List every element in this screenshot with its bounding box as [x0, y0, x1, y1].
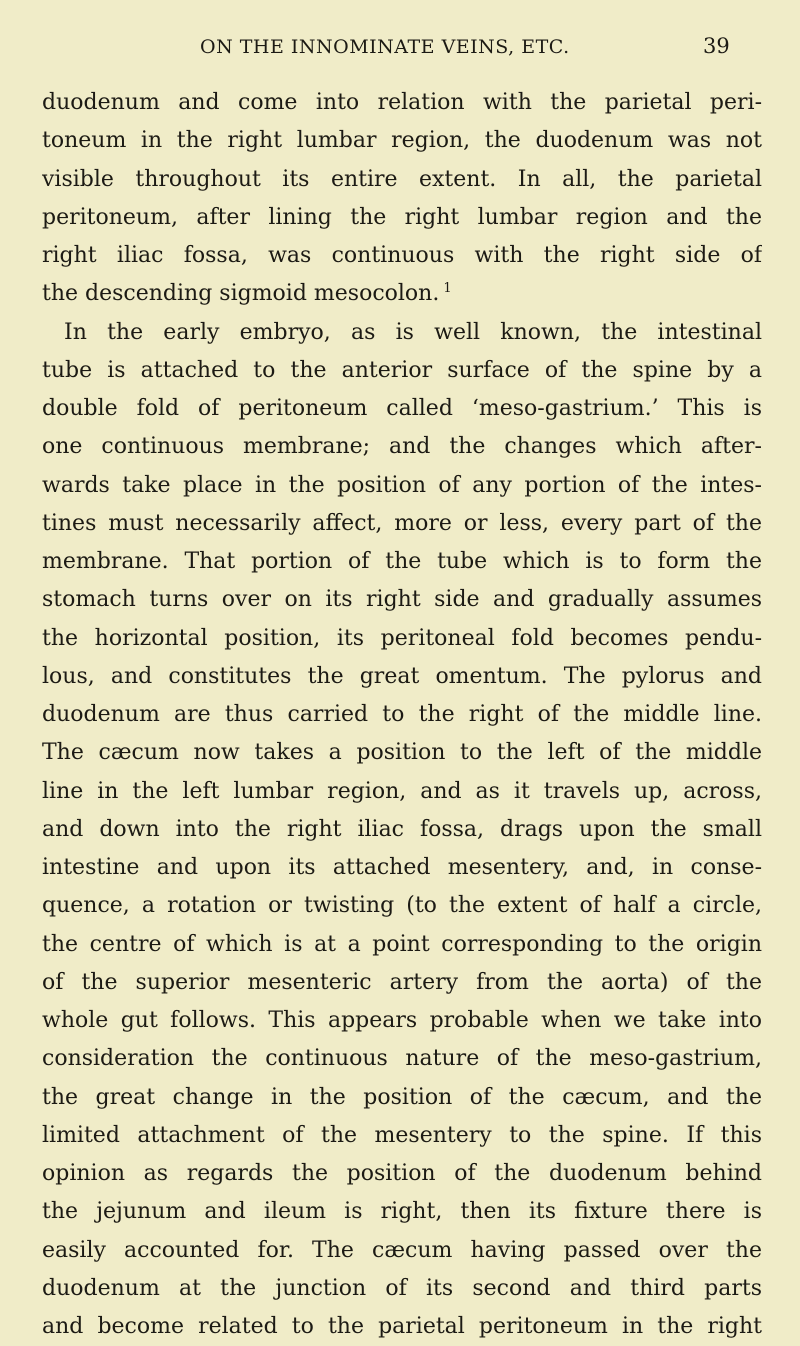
text-line: the great change in the position of the cæcum, and the: [42, 1079, 762, 1117]
page-number: 39: [703, 34, 730, 58]
body-text: [42, 84, 762, 1346]
paragraph-2: [42, 314, 762, 1346]
text-line: duodenum and come into relation with the parietal peri-: [42, 84, 762, 122]
text-line: tines must necessarily affect, more or less, every part of the: [42, 505, 762, 543]
text-line: double fold of peritoneum called ‘meso-gastrium.’ This is: [42, 390, 762, 428]
text-line: toneum in the right lumbar region, the duodenum was not: [42, 122, 762, 160]
text-line: the jejunum and ileum is right, then its fixture there is: [42, 1193, 762, 1231]
text-line: of the superior mesenteric artery from the aorta) of the: [42, 964, 762, 1002]
text-line: easily accounted for. The cæcum having passed over the: [42, 1232, 762, 1270]
text-line: duodenum at the junction of its second and third parts: [42, 1270, 762, 1308]
text-line: one continuous membrane; and the changes which after-: [42, 428, 762, 466]
paragraph-1: [42, 84, 762, 314]
text-line: consideration the continuous nature of the meso-gastrium,: [42, 1040, 762, 1078]
text-line: and become related to the parietal peritoneum in the right: [42, 1308, 762, 1346]
text-line: opinion as regards the position of the duodenum behind: [42, 1155, 762, 1193]
text-line: tube is attached to the anterior surface of the spine by a: [42, 352, 762, 390]
text-line: the horizontal position, its peritoneal fold becomes pendu-: [42, 620, 762, 658]
text-line: right iliac fossa, was continuous with the right side of: [42, 237, 762, 275]
text-line: intestine and upon its attached mesentery, and, in conse-: [42, 849, 762, 887]
text-line: membrane. That portion of the tube which is to form the: [42, 543, 762, 581]
text-line: wards take place in the position of any portion of the intes-: [42, 467, 762, 505]
running-title: ON THE INNOMINATE VEINS, ETC.: [200, 36, 560, 58]
text-line: peritoneum, after lining the right lumbar region and the: [42, 199, 762, 237]
text-line: the descending sigmoid mesocolon.: [42, 281, 439, 306]
text-line: The cæcum now takes a position to the left of the middle: [42, 734, 762, 772]
text-line: quence, a rotation or twisting (to the extent of half a circle,: [42, 887, 762, 925]
text-line: the centre of which is at a point corresponding to the origin: [42, 926, 762, 964]
text-line: and down into the right iliac fossa, drags upon the small: [42, 811, 762, 849]
text-line-with-footnote: [42, 275, 762, 313]
footnote-marker: 1: [443, 281, 451, 296]
text-line: In the early embryo, as is well known, the intestinal: [42, 314, 762, 352]
text-line: whole gut follows. This appears probable when we take into: [42, 1002, 762, 1040]
text-line: visible throughout its entire extent. In all, the parietal: [42, 161, 762, 199]
text-line: limited attachment of the mesentery to the spine. If this: [42, 1117, 762, 1155]
text-line: lous, and constitutes the great omentum. The pylorus and: [42, 658, 762, 696]
text-line: duodenum are thus carried to the right of the middle line.: [42, 696, 762, 734]
text-line: line in the left lumbar region, and as it travels up, across,: [42, 773, 762, 811]
text-line: stomach turns over on its right side and gradually assumes: [42, 581, 762, 619]
